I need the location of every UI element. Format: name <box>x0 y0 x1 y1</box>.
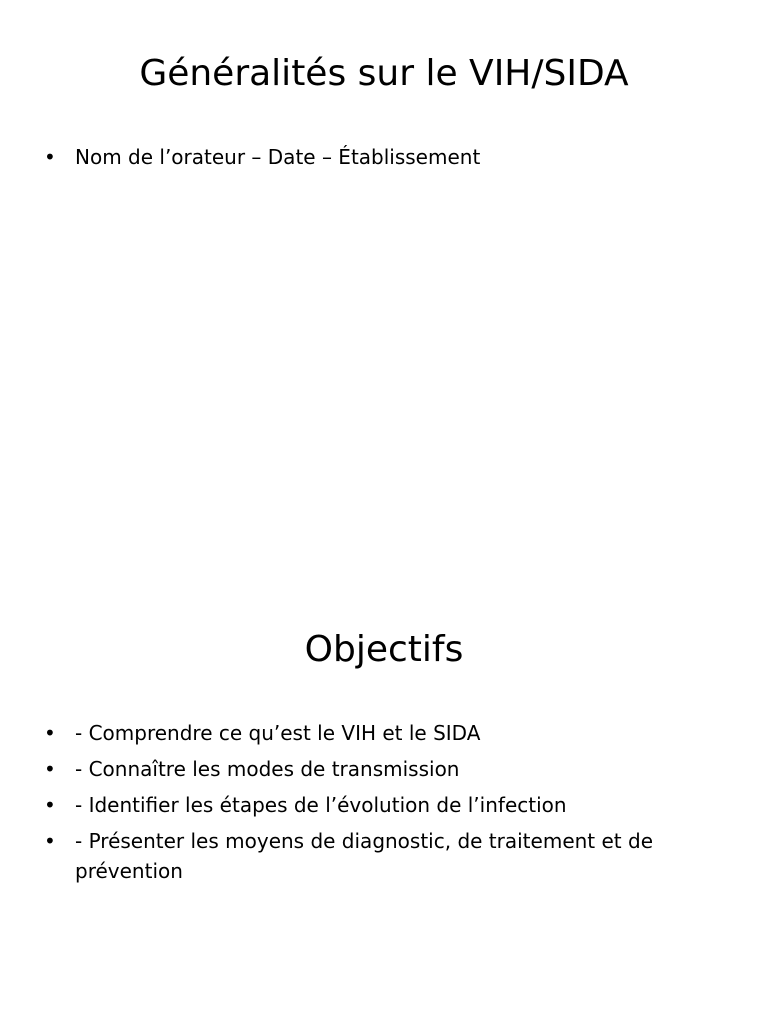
bullet-text: - Connaître les modes de transmission <box>75 757 460 781</box>
bullet-text: - Comprendre ce qu’est le VIH et le SIDA <box>75 721 481 745</box>
list-item <box>44 826 724 886</box>
slide-objectives <box>0 576 768 1024</box>
bullet-icon: • <box>44 721 56 745</box>
bullet-text: Nom de l’orateur – Date – Établissement <box>75 145 481 169</box>
list-item <box>44 142 724 172</box>
bullet-icon: • <box>44 757 56 781</box>
bullet-text: - Présenter les moyens de diagnostic, de traitement et de prévention <box>75 829 653 883</box>
list-item <box>44 790 724 820</box>
bullet-icon: • <box>44 145 56 169</box>
bullet-text: - Identifier les étapes de l’évolution de l’infection <box>75 793 567 817</box>
bullet-icon: • <box>44 793 56 817</box>
slide-title: Généralités sur le VIH/SIDA <box>139 53 629 94</box>
bullet-icon: • <box>44 829 56 853</box>
bullet-list <box>44 718 724 892</box>
slide-title: Objectifs <box>304 629 464 670</box>
list-item <box>44 754 724 784</box>
list-item <box>44 718 724 748</box>
bullet-list <box>44 142 724 178</box>
